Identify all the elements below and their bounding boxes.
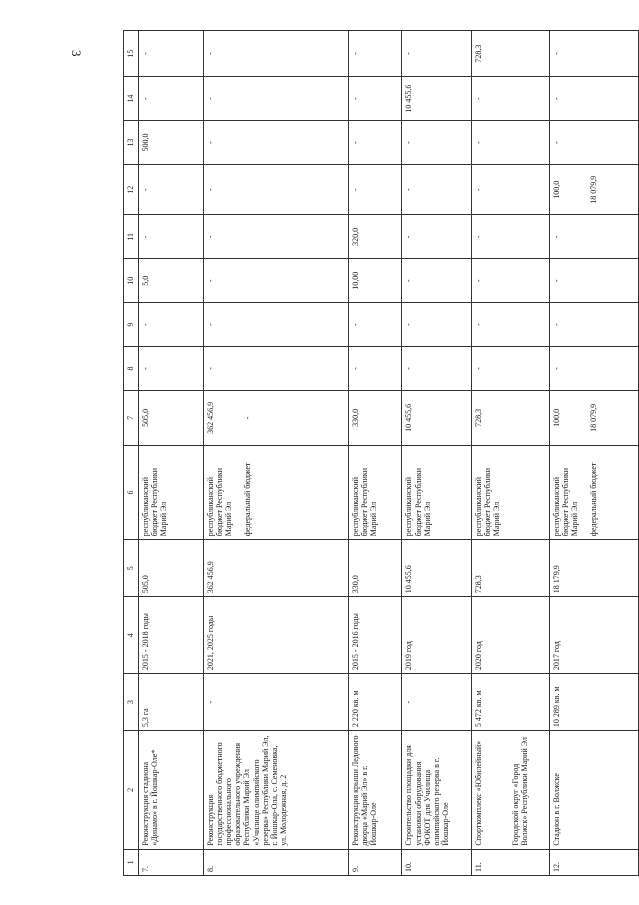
year-value: -: [139, 215, 204, 259]
row-number: 11.: [471, 849, 549, 875]
object-name: Реконструкция стадиона «Динамо» в г. Йошкар-Оле*: [139, 731, 204, 850]
total-cost: 505,0: [139, 540, 204, 597]
col-num-15: 15: [124, 31, 139, 77]
period: 2020 год: [471, 597, 549, 674]
col-num-13: 13: [124, 121, 139, 165]
year-value: -: [203, 77, 348, 121]
col-num-11: 11: [124, 215, 139, 259]
year-value: -: [549, 77, 638, 121]
year-value: -: [139, 164, 204, 214]
total-cost: 728,3: [471, 540, 549, 597]
capacity: -: [402, 674, 471, 731]
object-name: Реконструкция государственного бюджетного профессионального образовательного учреждения Республики Марий Эл «Училище олимпийского резерва» Республики Марий Эл, г. Йошкар-Ола, с. Семеновка, ул. Молодежная, д. 2: [203, 731, 348, 850]
year-value: -: [348, 164, 402, 214]
funding-source: [402, 445, 471, 539]
column-number-row: [124, 31, 139, 876]
period: 2021, 2025 годы: [203, 597, 348, 674]
period: 2015 - 2018 годы: [139, 597, 204, 674]
year-value: -: [549, 31, 638, 77]
funding-source-line: республиканский бюджет Республики Марий Эл: [404, 467, 432, 537]
source-total: [203, 390, 348, 445]
rotated-table-container: [123, 30, 639, 876]
year-value: -: [203, 347, 348, 391]
year-value: -: [203, 259, 348, 303]
period: 2017 год: [549, 597, 638, 674]
year-value-line: 100,0: [551, 180, 561, 199]
year-value: -: [471, 259, 549, 303]
capacity: 10 289 кв. м: [549, 674, 638, 731]
col-num-3: 3: [124, 674, 139, 731]
capacity: -: [203, 674, 348, 731]
col-num-5: 5: [124, 540, 139, 597]
year-value: -: [348, 31, 402, 77]
funding-source: [348, 445, 402, 539]
source-total: 10 455,6: [402, 390, 471, 445]
col-num-8: 8: [124, 347, 139, 391]
object-name: Строительство площадки для установки оборудования ФОКОТ для Училища олимпийского резерва в г. Йошкар-Оле: [402, 731, 471, 850]
col-num-6: 6: [124, 445, 139, 539]
funding-source-line: республиканский бюджет Республики Марий Эл: [350, 467, 379, 537]
year-value: -: [139, 31, 204, 77]
col-num-14: 14: [124, 77, 139, 121]
investment-table: [123, 30, 639, 876]
year-value: -: [139, 303, 204, 347]
year-value: -: [471, 303, 549, 347]
year-value: -: [348, 121, 402, 165]
total-cost: 18 179,9: [549, 540, 638, 597]
funding-source-line: республиканский бюджет Республики Марий Эл: [473, 467, 501, 537]
total-cost: 362 456,9: [203, 540, 348, 597]
year-value: 500,0: [139, 121, 204, 165]
year-value: -: [203, 303, 348, 347]
year-value: -: [549, 303, 638, 347]
year-value: -: [549, 347, 638, 391]
total-cost: 10 455,6: [402, 540, 471, 597]
funding-source: [139, 445, 204, 539]
page-number: 3: [69, 50, 84, 57]
funding-source-line: республиканский бюджет Республики Марий Эл: [551, 467, 580, 537]
source-total-line: 100,0: [551, 408, 561, 427]
row-number: 8.: [203, 849, 348, 875]
table-row: [471, 31, 549, 876]
year-value: -: [471, 347, 549, 391]
table-row: [348, 31, 402, 876]
object-name-line: Спорткомплекс «Юбилейный»: [473, 740, 483, 846]
year-value: -: [402, 259, 471, 303]
municipality-name: Городской округ «Город Волжск» Республики Марий Эл: [510, 737, 529, 846]
year-value-line: 18 079,9: [588, 175, 598, 204]
funding-source-line: республиканский бюджет Республики Марий Эл: [141, 467, 169, 537]
source-total-line: -: [242, 416, 252, 420]
year-value: 320,0: [348, 215, 402, 259]
source-total-line: 362 456,9: [205, 401, 215, 434]
year-value: -: [471, 215, 549, 259]
year-value: -: [549, 121, 638, 165]
funding-source-line: республиканский бюджет Республики Марий Эл: [205, 467, 234, 537]
capacity: 5,3 га: [139, 674, 204, 731]
year-value: -: [139, 347, 204, 391]
source-total: [549, 390, 638, 445]
col-num-1: 1: [124, 849, 139, 875]
col-num-2: 2: [124, 731, 139, 850]
object-name: [471, 731, 549, 850]
year-value: -: [549, 215, 638, 259]
funding-source-line: федеральный бюджет: [243, 462, 253, 537]
year-value: -: [348, 77, 402, 121]
year-value: -: [203, 164, 348, 214]
source-total-line: 18 079,9: [588, 403, 598, 432]
year-value: -: [402, 215, 471, 259]
year-value: -: [549, 259, 638, 303]
total-cost: 330,0: [348, 540, 402, 597]
object-name: Реконструкция крыши Ледового дворца «Марий Эл» в г. Йошкар-Оле: [348, 731, 402, 850]
table-row: [549, 31, 638, 876]
funding-source: [203, 445, 348, 539]
year-value: -: [471, 164, 549, 214]
year-value: -: [203, 215, 348, 259]
period: 2019 год: [402, 597, 471, 674]
year-value: [549, 164, 638, 214]
col-num-9: 9: [124, 303, 139, 347]
row-number: 12.: [549, 849, 638, 875]
year-value: -: [402, 121, 471, 165]
object-name: Стадион в г. Волжске: [549, 731, 638, 850]
source-total: 728,3: [471, 390, 549, 445]
funding-source-line: федеральный бюджет: [589, 462, 599, 537]
col-num-7: 7: [124, 390, 139, 445]
year-value: -: [348, 347, 402, 391]
funding-source: [471, 445, 549, 539]
source-total: 505,0: [139, 390, 204, 445]
capacity: 5 472 кв. м: [471, 674, 549, 731]
year-value: -: [203, 121, 348, 165]
col-num-10: 10: [124, 259, 139, 303]
col-num-4: 4: [124, 597, 139, 674]
year-value: 5,0: [139, 259, 204, 303]
year-value: -: [471, 121, 549, 165]
row-number: 9.: [348, 849, 402, 875]
year-value: 728,3: [471, 31, 549, 77]
table-row: [203, 31, 348, 876]
year-value: -: [402, 303, 471, 347]
period: 2015 - 2016 годы: [348, 597, 402, 674]
year-value: -: [203, 31, 348, 77]
col-num-12: 12: [124, 164, 139, 214]
table-row: [139, 31, 204, 876]
year-value: -: [348, 303, 402, 347]
row-number: 10.: [402, 849, 471, 875]
source-total: 330,0: [348, 390, 402, 445]
row-number: 7.: [139, 849, 204, 875]
capacity: 2 220 кв. м: [348, 674, 402, 731]
year-value: 10 455,6: [402, 77, 471, 121]
year-value: -: [139, 77, 204, 121]
funding-source: [549, 445, 638, 539]
year-value: -: [402, 347, 471, 391]
year-value: -: [402, 164, 471, 214]
year-value: -: [471, 77, 549, 121]
year-value: -: [402, 31, 471, 77]
year-value: 10,00: [348, 259, 402, 303]
table-row: [402, 31, 471, 876]
